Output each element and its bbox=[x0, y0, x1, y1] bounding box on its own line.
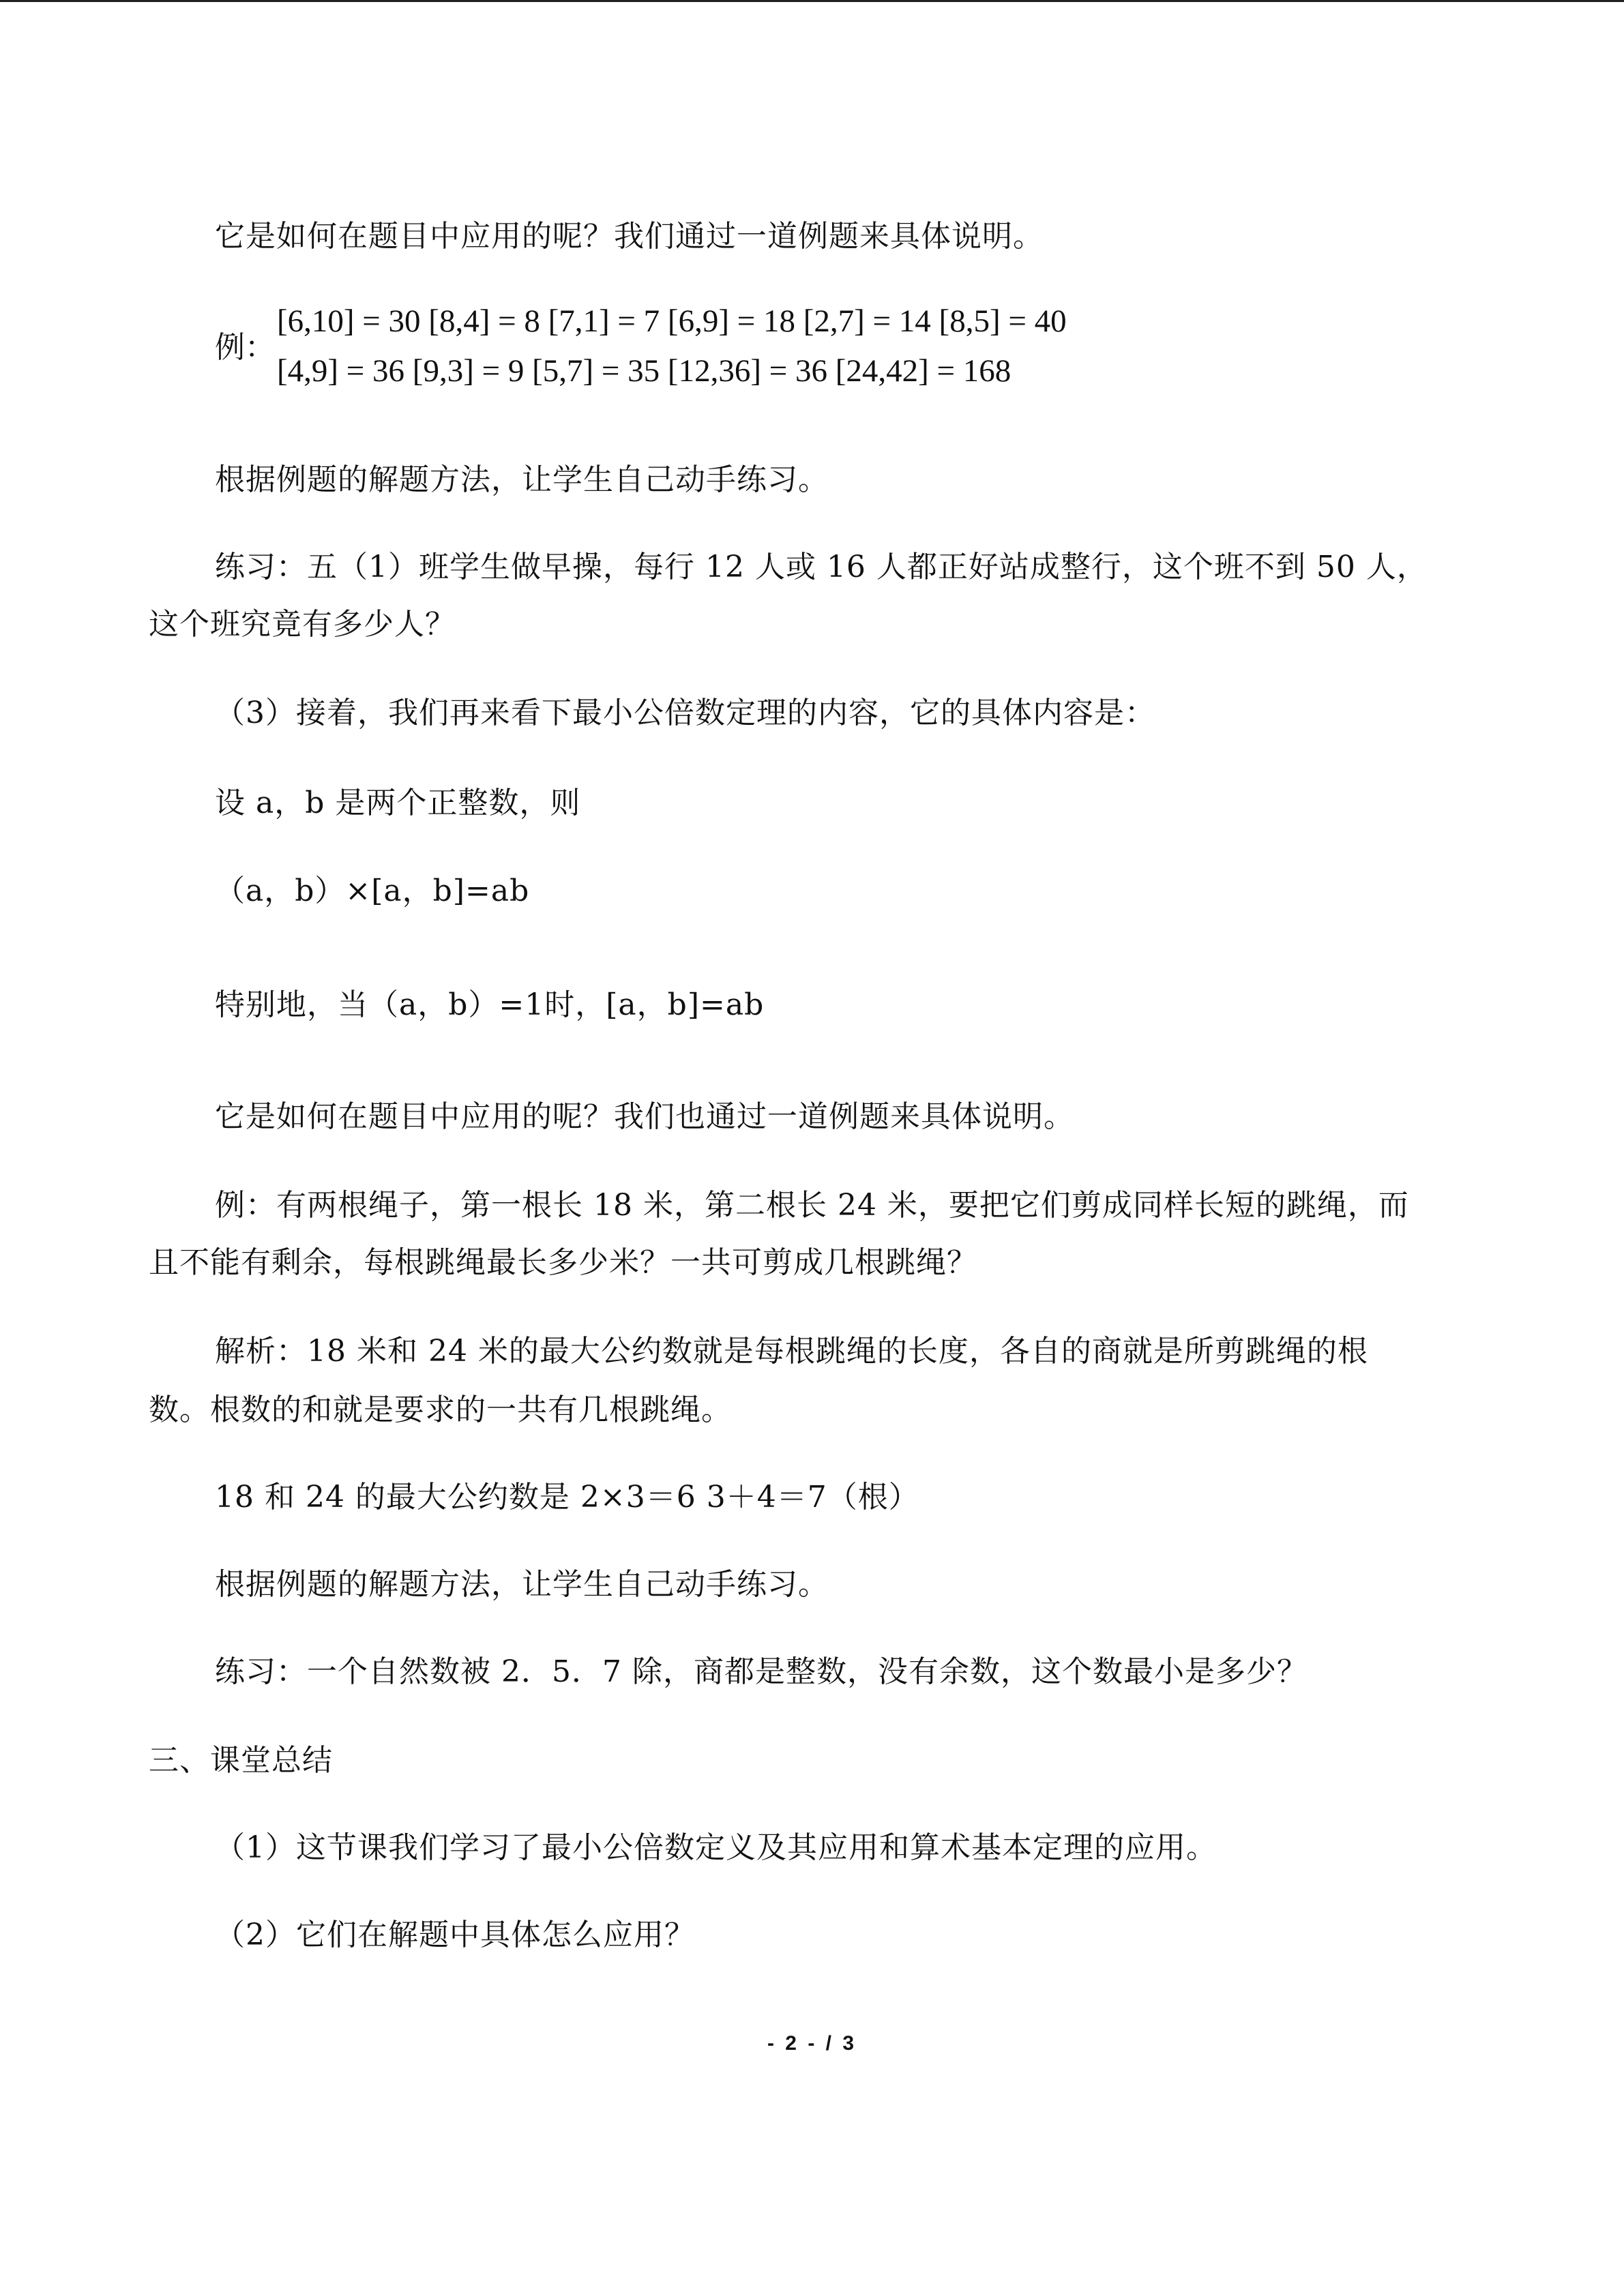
paragraph-practice-1-line-1: 练习：五（1）班学生做早操，每行 12 人或 16 人都正好站成整行，这个班不到 50 人， bbox=[215, 550, 1428, 584]
paragraph-define-ab: 设 a，b 是两个正整数，则 bbox=[215, 786, 581, 820]
paragraph-practice-intro: 根据例题的解题方法，让学生自己动手练习。 bbox=[215, 462, 829, 497]
page-number: - 2 - / 3 bbox=[767, 2032, 857, 2055]
example-math-line-2: [4,9] = 36 [9,3] = 9 [5,7] = 35 [12,36] = 36 [24,42] = 168 bbox=[277, 353, 1012, 389]
formula-gcd-lcm: （a，b）×[a，b]=ab bbox=[215, 874, 530, 908]
paragraph-practice-1-line-2: 这个班究竟有多少人？ bbox=[149, 607, 456, 642]
paragraph-practice-intro-2: 根据例题的解题方法，让学生自己动手练习。 bbox=[215, 1567, 829, 1602]
top-border-line bbox=[0, 0, 1624, 2]
section-heading-summary: 三、课堂总结 bbox=[149, 1743, 333, 1778]
formula-special-case: 特别地，当（a，b）=1时，[a，b]=ab bbox=[215, 987, 765, 1022]
paragraph-analysis-line-2: 数。根数的和就是要求的一共有几根跳绳。 bbox=[149, 1392, 732, 1427]
paragraph-intro-example: 它是如何在题目中应用的呢？我们通过一道例题来具体说明。 bbox=[215, 219, 1044, 254]
paragraph-summary-2: （2）它们在解题中具体怎么应用？ bbox=[215, 1918, 695, 1952]
example-math-line-1: [6,10] = 30 [8,4] = 8 [7,1] = 7 [6,9] = 18 [2,7] = 14 [8,5] = 40 bbox=[277, 303, 1067, 339]
paragraph-gcd-result: 18 和 24 的最大公约数是 2×3＝6 3＋4＝7（根） bbox=[215, 1480, 919, 1515]
paragraph-rope-example-line-2: 且不能有剩余，每根跳绳最长多少米？一共可剪成几根跳绳？ bbox=[149, 1245, 977, 1280]
paragraph-rope-example-line-1: 例：有两根绳子，第一根长 18 米，第二根长 24 米，要把它们剪成同样长短的跳绳，而 bbox=[215, 1188, 1409, 1223]
paragraph-practice-2: 练习：一个自然数被 2．5．7 除，商都是整数，没有余数，这个数最小是多少？ bbox=[215, 1654, 1308, 1689]
paragraph-lcm-theorem: （3）接着，我们再来看下最小公倍数定理的内容，它的具体内容是： bbox=[215, 696, 1155, 730]
paragraph-intro-example-2: 它是如何在题目中应用的呢？我们也通过一道例题来具体说明。 bbox=[215, 1099, 1074, 1134]
paragraph-summary-1: （1）这节课我们学习了最小公倍数定义及其应用和算术基本定理的应用。 bbox=[215, 1830, 1217, 1865]
example-label: 例： bbox=[215, 330, 275, 365]
paragraph-analysis-line-1: 解析：18 米和 24 米的最大公约数就是每根跳绳的长度，各自的商就是所剪跳绳的根 bbox=[215, 1334, 1368, 1369]
